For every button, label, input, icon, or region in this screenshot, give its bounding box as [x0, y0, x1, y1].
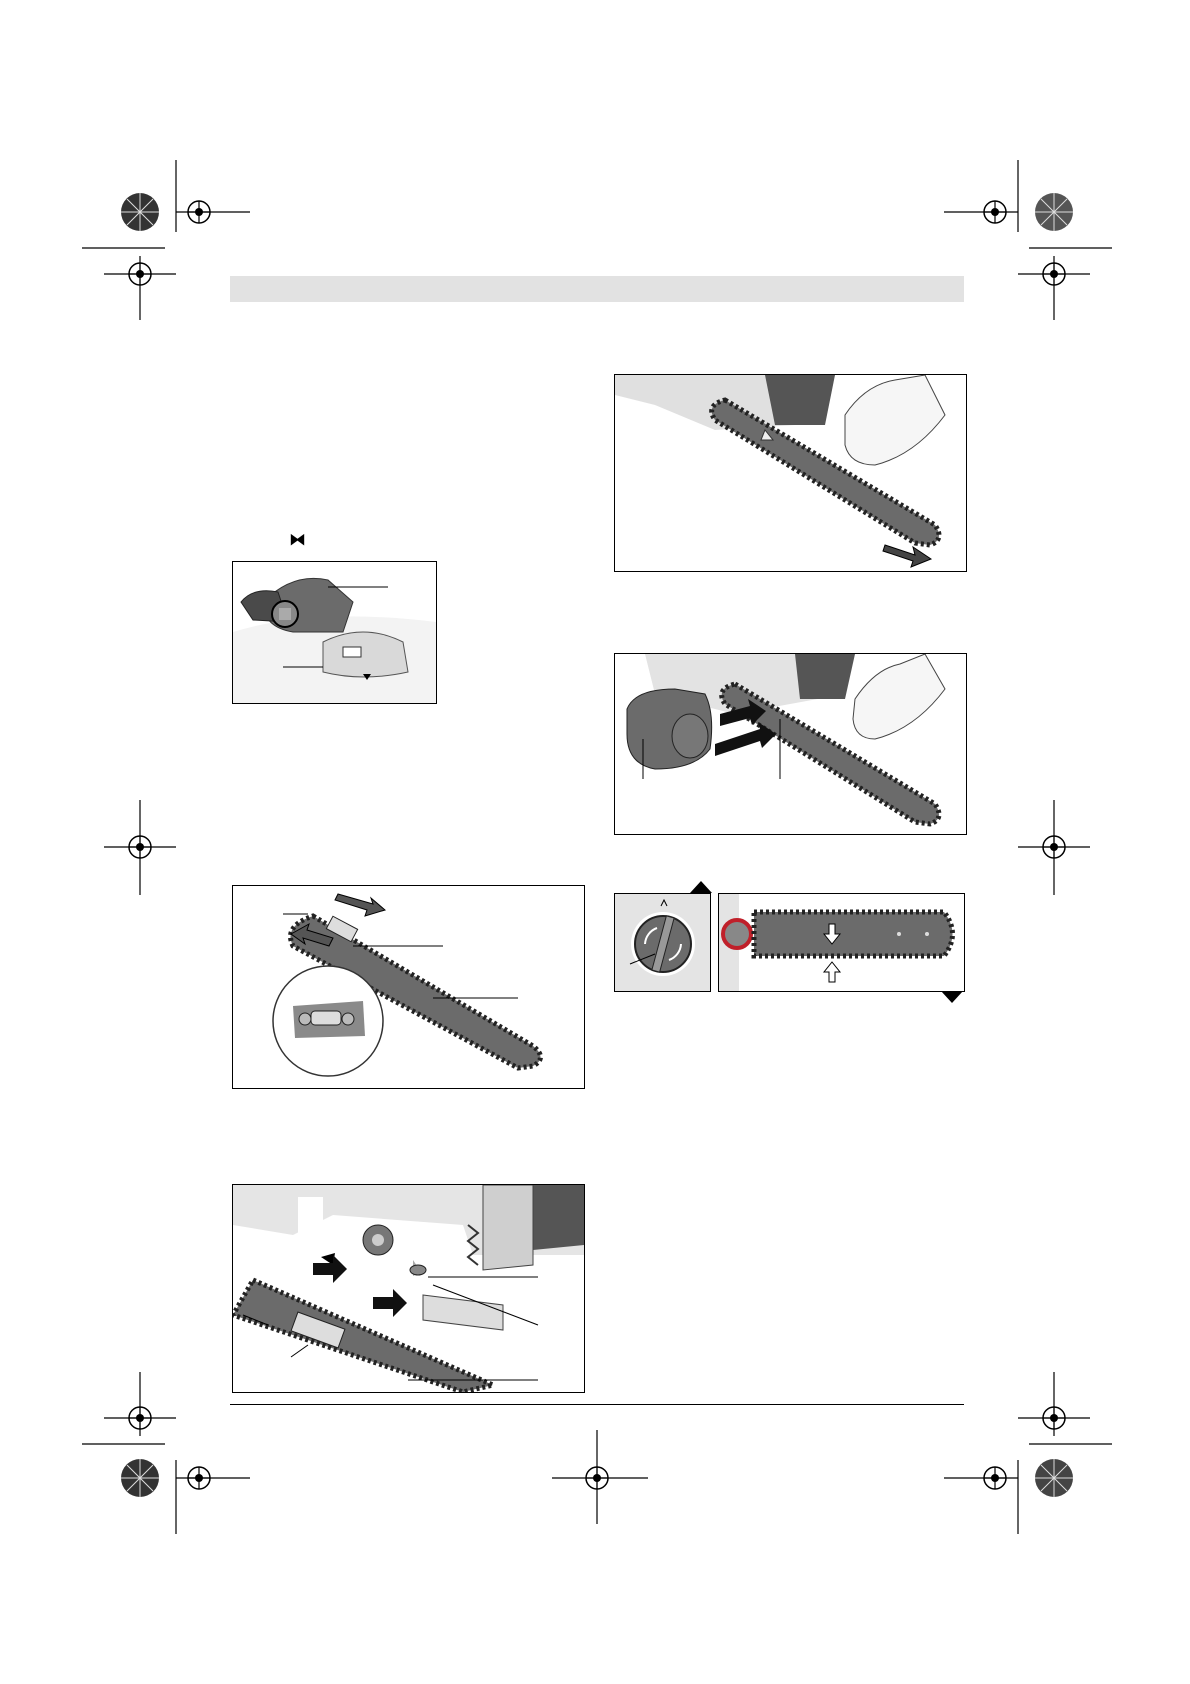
- figure-tension-knob: [614, 893, 711, 992]
- footer-rule: [230, 1404, 964, 1405]
- figure-chain-assembly: [232, 1184, 585, 1393]
- figure-bar-chain-direction: [232, 885, 585, 1089]
- figure-cover-mount: [614, 653, 967, 835]
- chain-symbol-icon: ⧓: [289, 530, 306, 549]
- triangle-marker-icon: [690, 881, 712, 893]
- header-bar: [230, 276, 964, 302]
- figure-tension-bar: [718, 893, 965, 992]
- figure-hand-push-bar: [614, 374, 967, 572]
- figure-cover-knob: [232, 561, 437, 704]
- triangle-marker-icon: [941, 991, 963, 1003]
